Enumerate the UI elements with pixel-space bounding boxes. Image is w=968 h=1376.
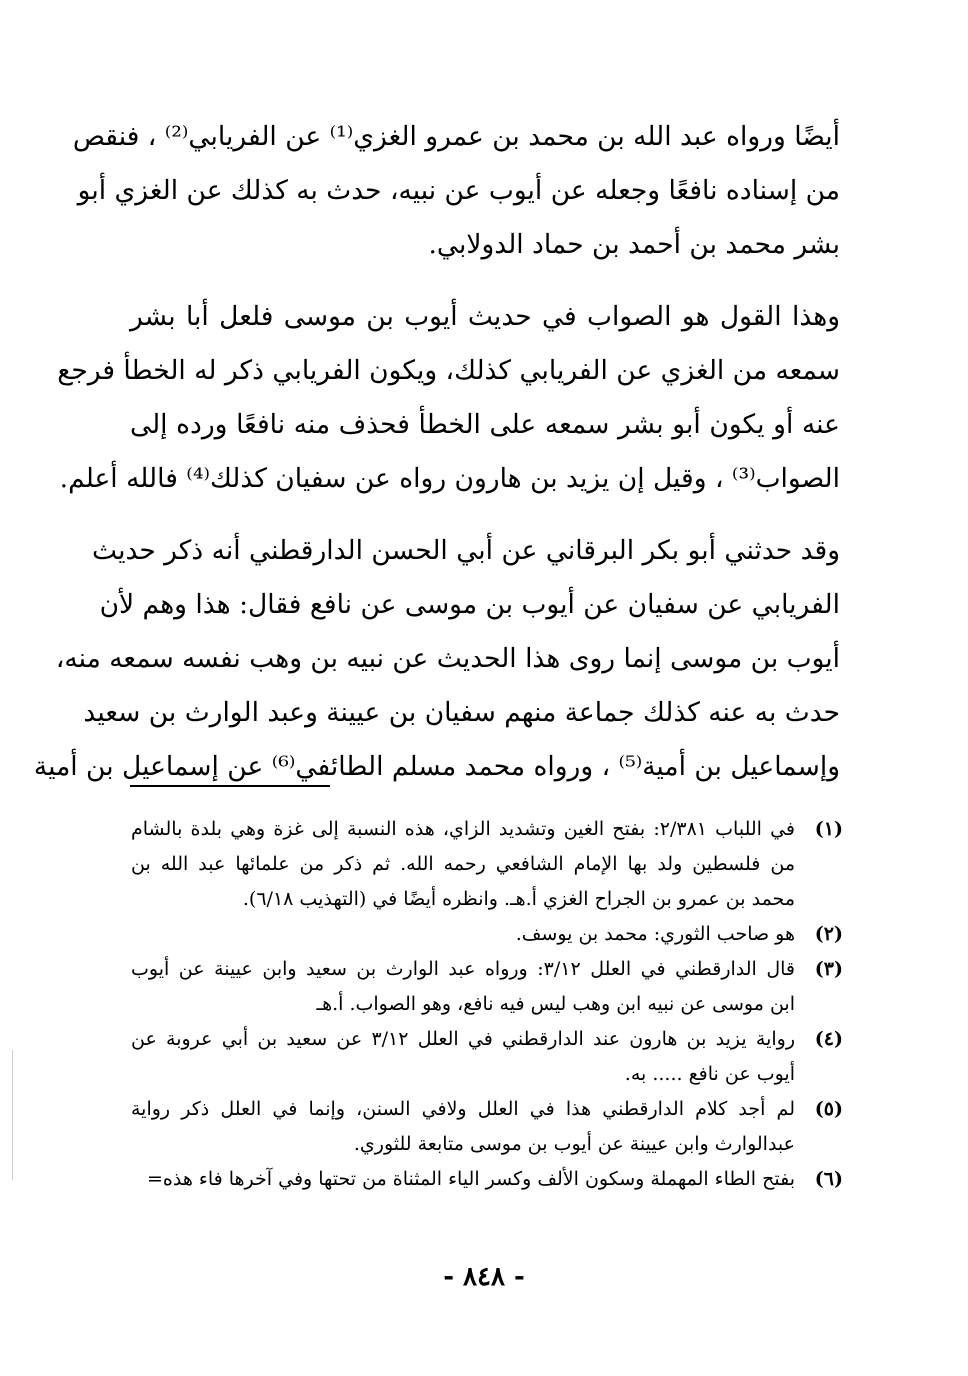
paragraph-1 <box>72 110 840 272</box>
footnote-number: (٥) <box>814 1098 843 1120</box>
footnote-line: هو صاحب الثوري: محمد بن يوسف. <box>515 923 795 945</box>
footnote-line: محمد بن عمرو بن الجراح الغزي أ.هـ. وانظره أيضًا في (التهذيب ٦/١٨). <box>242 888 795 910</box>
footnote-number: (٦) <box>814 1168 843 1190</box>
footnote-line: لم أجد كلام الدارقطني هذا في العلل ولافي السنن، وإنما في العلل ذكر رواية <box>131 1098 795 1120</box>
paragraph-2 <box>57 290 840 506</box>
footnotes <box>131 812 843 1197</box>
text-line: وهذا القول هو الصواب في حديث أيوب بن موسى فلعل أبا بشر <box>130 301 840 332</box>
text-line: عنه أو يكون أبو بشر سمعه على الخطأ فحذف منه نافعًا ورده إلى <box>130 409 840 440</box>
text-line: حدث به عنه كذلك جماعة منهم سفيان بن عيينة وعبد الوارث بن سعيد <box>83 697 840 728</box>
text-line: الصواب⁽³⁾ ، وقيل إن يزيد بن هارون رواه عن سفيان كذلك⁽⁴⁾ فالله أعلم. <box>59 463 840 494</box>
footnote-1 <box>131 812 843 917</box>
text-line: من إسناده نافعًا وجعله عن أيوب عن نبيه، حدث به كذلك عن الغزي أبو <box>77 175 840 206</box>
footnote-2 <box>131 917 843 952</box>
footnote-line: قال الدارقطني في العلل ٣/١٢: ورواه عبد الوارث بن سعيد وابن عيينة عن أيوب <box>131 958 796 980</box>
footnote-number: (٢) <box>814 923 843 945</box>
footnote-separator <box>130 785 330 787</box>
footnote-number: (١) <box>814 818 843 840</box>
footnote-line: أيوب عن نافع ..... به. <box>624 1063 795 1085</box>
text-line: وقد حدثني أبو بكر البرقاني عن أبي الحسن الدارقطني أنه ذكر حديث <box>92 535 840 566</box>
footnote-line: رواية يزيد بن هارون عند الدارقطني في العلل ٣/١٢ عن سعيد بن أبي عروبة عن <box>131 1028 795 1050</box>
text-line: الفريابي عن سفيان عن أيوب بن موسى عن نافع فقال: هذا وهم لأن <box>99 589 840 620</box>
footnote-6 <box>131 1162 843 1197</box>
footnote-line: عبدالوارث وابن عيينة عن أيوب بن موسى متابعة للثوري. <box>353 1133 795 1155</box>
footnote-number: (٣) <box>814 958 843 980</box>
footnote-line: بفتح الطاء المهملة وسكون الألف وكسر الياء المثناة من تحتها وفي آخرها فاء هذه= <box>147 1168 795 1190</box>
main-text <box>33 110 840 812</box>
scan-edge-mark <box>12 1050 13 1180</box>
text-line: سمعه من الغزي عن الفريابي كذلك، ويكون الفريابي ذكر له الخطأ فرجع <box>57 355 840 386</box>
text-line: أيوب بن موسى إنما روى هذا الحديث عن نبيه بن وهب نفسه سمعه منه، <box>55 643 840 674</box>
text-line: وإسماعيل بن أمية⁽⁵⁾ ، ورواه محمد مسلم الطائفي⁽⁶⁾ عن إسماعيل بن أمية <box>33 751 840 782</box>
footnote-3 <box>131 952 843 1022</box>
footnote-line: في اللباب ٢/٣٨١: بفتح الغين وتشديد الزاي، هذه النسبة إلى غزة وهي بلدة بالشام <box>131 818 796 840</box>
footnote-line: ابن موسى عن نبيه ابن وهب ليس فيه نافع، وهو الصواب. أ.هـ <box>316 993 795 1015</box>
footnote-line: من فلسطين ولد بها الإمام الشافعي رحمه الله. ثم ذكر من علمائها عبد الله بن <box>131 853 795 875</box>
text-line: أيضًا ورواه عبد الله بن محمد بن عمرو الغزي⁽¹⁾ عن الفريابي⁽²⁾ ، فنقص <box>72 121 840 152</box>
footnote-number: (٤) <box>814 1028 843 1050</box>
footnote-4 <box>131 1022 843 1092</box>
page-number: - ٨٤٨ - <box>443 1262 525 1292</box>
footnote-5 <box>131 1092 843 1162</box>
paragraph-3 <box>33 524 840 794</box>
text-line: بشر محمد بن أحمد بن حماد الدولابي. <box>428 229 840 260</box>
